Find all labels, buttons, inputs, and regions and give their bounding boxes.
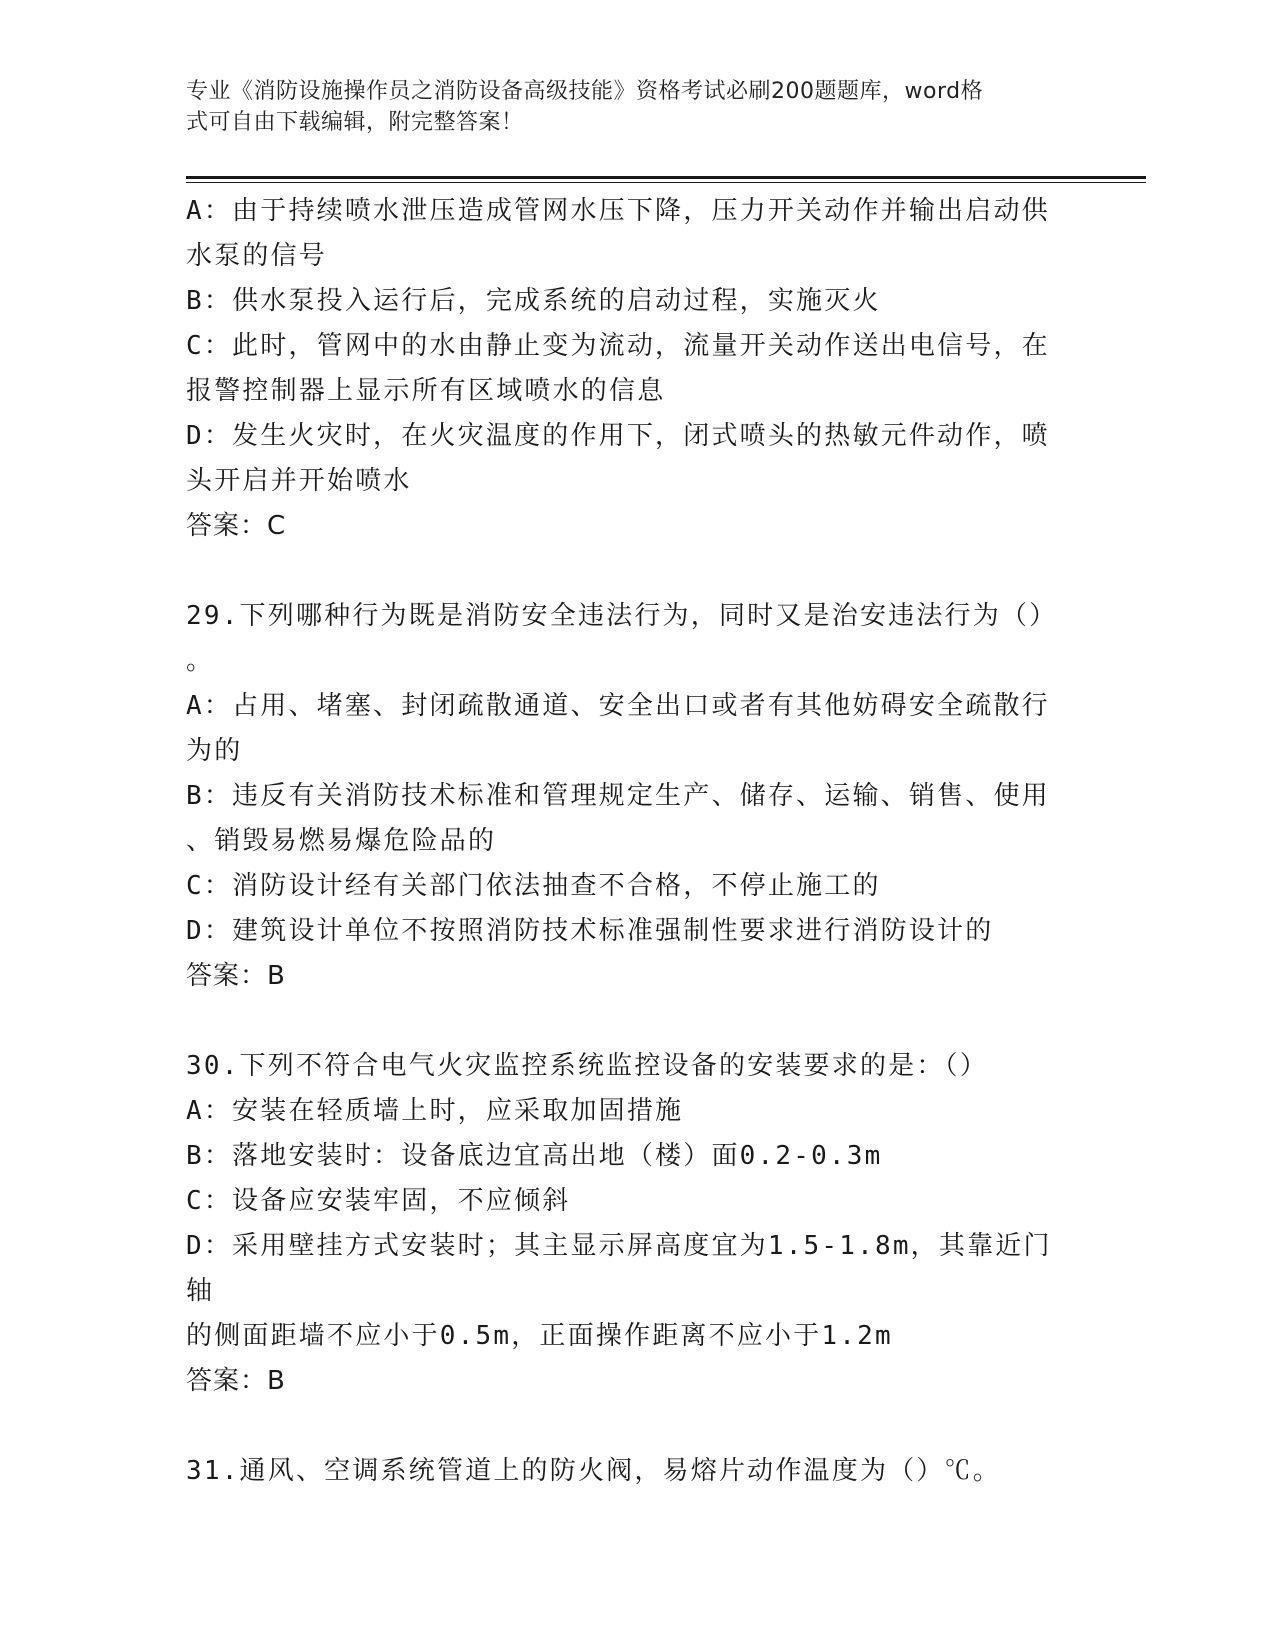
option-c-line-1: C：此时，管网中的水由静止变为流动，流量开关动作送出电信号，在: [186, 331, 1050, 361]
answer: 答案：B: [186, 961, 286, 991]
option-b: B：落地安装时：设备底边宜高出地（楼）面0.2-0.3m: [186, 1141, 883, 1171]
option-d-line-2: 的侧面距墙不应小于0.5m，正面操作距离不应小于1.2m: [186, 1321, 893, 1351]
option-c: C：设备应安装牢固，不应倾斜: [186, 1186, 571, 1216]
question-29: [186, 594, 1066, 999]
option-b-line-2: 、销毁易燃易爆危险品的: [186, 826, 497, 856]
option-a-line-1: A：占用、堵塞、封闭疏散通道、安全出口或者有其他妨碍安全疏散行: [186, 691, 1050, 721]
header-line-1: 专业《消防设施操作员之消防设备高级技能》资格考试必刷200题题库，word格: [186, 79, 984, 104]
question-28: [186, 189, 1066, 549]
option-d: D：建筑设计单位不按照消防技术标准强制性要求进行消防设计的: [186, 916, 994, 946]
option-d-line-1: D：发生火灾时，在火灾温度的作用下，闭式喷头的热敏元件动作，喷: [186, 421, 1050, 451]
option-d-line-2: 头开启并开始喷水: [186, 466, 412, 496]
option-c-line-2: 报警控制器上显示所有区域喷水的信息: [186, 376, 666, 406]
question-stem: 30.下列不符合电气火灾监控系统监控设备的安装要求的是：（）: [186, 1051, 988, 1081]
spacer: [186, 549, 1066, 594]
page-header: [186, 76, 1066, 138]
answer: 答案：B: [186, 1366, 286, 1396]
option-a-line-1: A：由于持续喷水泄压造成管网水压下降，压力开关动作并输出启动供: [186, 196, 1050, 226]
question-30: [186, 1044, 1066, 1404]
answer: 答案：C: [186, 511, 287, 541]
option-b-line-1: B：违反有关消防技术标准和管理规定生产、储存、运输、销售、使用: [186, 781, 1050, 811]
option-a: A：安装在轻质墙上时，应采取加固措施: [186, 1096, 684, 1126]
header-divider-thin: [186, 182, 1146, 183]
option-a-line-2: 为的: [186, 736, 243, 766]
header-divider-thick: [186, 176, 1146, 179]
question-31: [186, 1449, 1066, 1494]
option-b: B：供水泵投入运行后，完成系统的启动过程，实施灭火: [186, 286, 881, 316]
spacer: [186, 1404, 1066, 1449]
option-d-line-1: D：采用壁挂方式安装时；其主显示屏高度宜为1.5-1.8m，其靠近门轴: [186, 1231, 1052, 1306]
option-c: C：消防设计经有关部门依法抽查不合格，不停止施工的: [186, 871, 881, 901]
option-a-line-2: 水泵的信号: [186, 241, 328, 271]
question-list: [186, 189, 1066, 1494]
header-line-2: 式可自由下载编辑，附完整答案！: [186, 110, 524, 135]
question-stem: 31.通风、空调系统管道上的防火阀，易熔片动作温度为（）℃。: [186, 1456, 1001, 1486]
question-stem-line-1: 29.下列哪种行为既是消防安全违法行为，同时又是治安违法行为（）: [186, 601, 1058, 631]
spacer: [186, 999, 1066, 1044]
question-stem-line-2: 。: [186, 646, 215, 676]
